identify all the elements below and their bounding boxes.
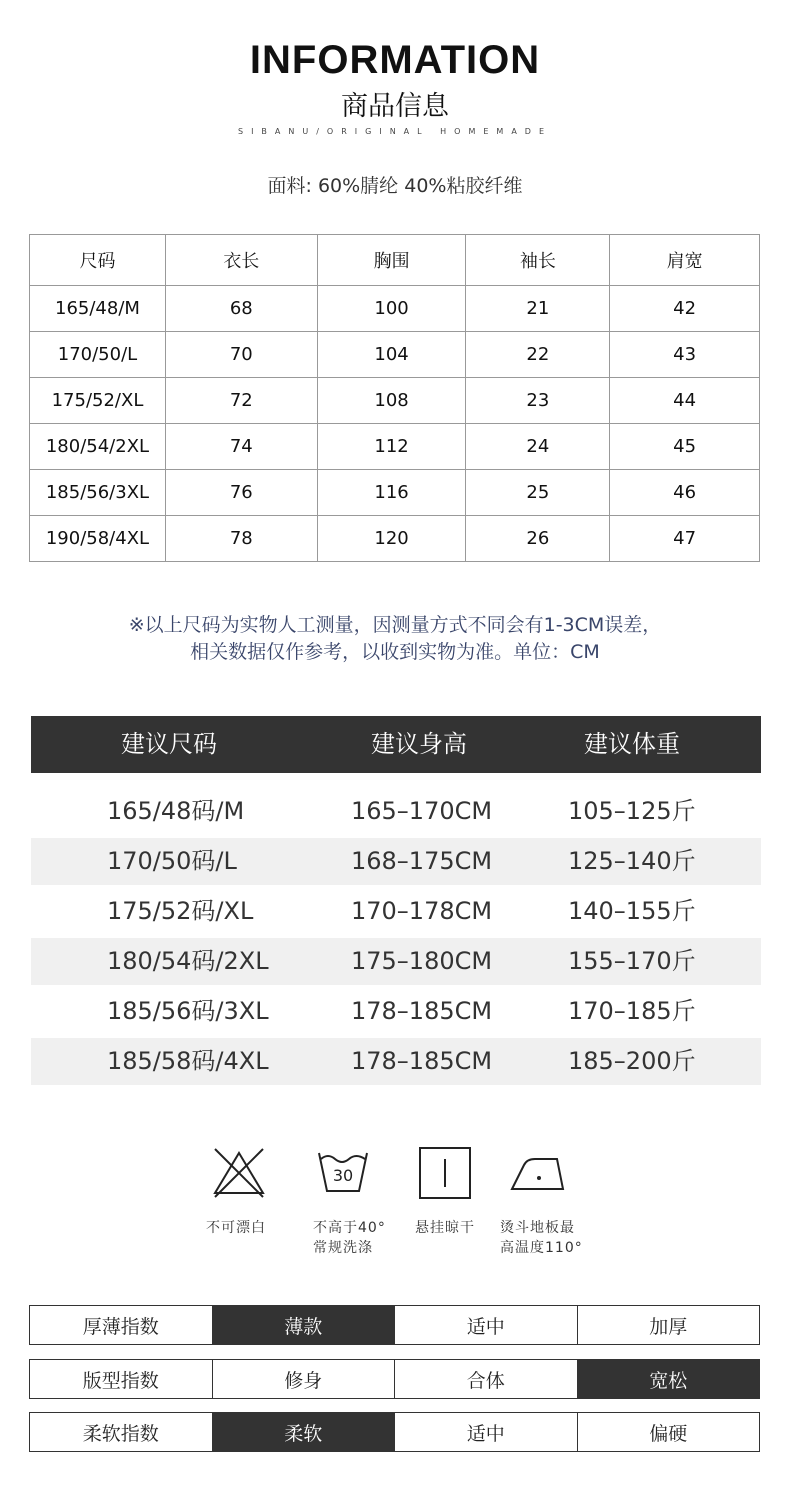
care-label-iron: [500, 1218, 583, 1258]
table-cell: 76: [165, 470, 317, 516]
table-row: [30, 286, 760, 332]
table-row: [30, 470, 760, 516]
wash-temp-label: 30: [332, 1166, 354, 1185]
table-cell: 72: [165, 378, 317, 424]
table-cell: 47: [610, 516, 760, 562]
table-cell: 185/56码/3XL: [107, 997, 269, 1025]
table-row: [31, 838, 761, 885]
table-row: [31, 938, 761, 985]
table-cell: 25: [466, 470, 610, 516]
measurement-note-line2: 相关数据仅作参考，以收到实物为准。单位：CM: [190, 641, 600, 663]
table-cell: 78: [165, 516, 317, 562]
table-cell: 170/50/L: [30, 332, 166, 378]
table-row: [30, 516, 760, 562]
header-cell: 建议身高: [371, 730, 467, 758]
table-cell: 168–175CM: [351, 847, 493, 875]
index-option: 适中: [394, 1413, 577, 1451]
table-cell: 165–170CM: [351, 797, 493, 825]
care-label-line: 不高于40°: [313, 1220, 386, 1236]
header-cell: 胸围: [317, 235, 466, 286]
table-cell: 26: [466, 516, 610, 562]
table-cell: 100: [317, 286, 466, 332]
care-label-line: 不可漂白: [206, 1220, 266, 1236]
wash-30-icon: [315, 1145, 371, 1201]
index-label: 柔软指数: [82, 1422, 159, 1445]
table-cell: 44: [610, 378, 760, 424]
table-row: [30, 378, 760, 424]
table-cell: 21: [466, 286, 610, 332]
table-cell: 185/56/3XL: [30, 470, 166, 516]
index-option: 适中: [394, 1306, 577, 1344]
table-cell: 74: [165, 424, 317, 470]
table-row: [30, 424, 760, 470]
table-cell: 178–185CM: [351, 997, 493, 1025]
index-option-selected: 宽松: [577, 1360, 760, 1398]
table-cell: 22: [466, 332, 610, 378]
hang-dry-icon: [417, 1145, 473, 1201]
table-row: [31, 888, 761, 935]
table-cell: 185–200斤: [568, 1047, 696, 1075]
care-label-line: 常规洗涤: [313, 1240, 373, 1256]
softness-index-row: [29, 1412, 760, 1452]
table-cell: 170–185斤: [568, 997, 696, 1025]
table-cell: 180/54码/2XL: [107, 947, 269, 975]
table-row: [30, 332, 760, 378]
table-cell: 190/58/4XL: [30, 516, 166, 562]
fit-index-row: [29, 1359, 760, 1399]
table-cell: 24: [466, 424, 610, 470]
table-cell: 105–125斤: [568, 797, 696, 825]
index-label: 版型指数: [82, 1369, 159, 1392]
care-label-line: 烫斗地板最: [500, 1220, 575, 1236]
index-option-selected: 薄款: [212, 1306, 395, 1344]
table-cell: 104: [317, 332, 466, 378]
table-cell: 170–178CM: [351, 897, 493, 925]
fabric-composition: 面料: 60%腈纶 40%粘胶纤维: [267, 175, 523, 197]
size-table: [29, 234, 760, 562]
no-bleach-icon: [211, 1145, 267, 1201]
care-label-line: 悬挂晾干: [415, 1220, 475, 1236]
header-cell: 建议尺码: [121, 730, 217, 758]
header-cell: 肩宽: [610, 235, 760, 286]
index-option: 合体: [394, 1360, 577, 1398]
header-cell: 尺码: [30, 235, 166, 286]
page-subtitle: 商品信息: [341, 91, 449, 122]
table-cell: 70: [165, 332, 317, 378]
table-cell: 46: [610, 470, 760, 516]
header-cell: 衣长: [165, 235, 317, 286]
table-cell: 116: [317, 470, 466, 516]
brand-tagline: SIBANU/ORIGINAL HOMEMADE: [237, 127, 553, 136]
care-label-no-bleach: [206, 1218, 266, 1238]
table-cell: 155–170斤: [568, 947, 696, 975]
recommend-header: [31, 716, 761, 773]
table-cell: 180/54/2XL: [30, 424, 166, 470]
table-cell: 175–180CM: [351, 947, 493, 975]
header-cell: 建议体重: [584, 730, 680, 758]
table-cell: 23: [466, 378, 610, 424]
care-label-hang-dry: [415, 1218, 475, 1238]
care-label-line: 高温度110°: [500, 1240, 583, 1256]
table-cell: 125–140斤: [568, 847, 696, 875]
table-cell: 120: [317, 516, 466, 562]
iron-low-icon: [509, 1145, 565, 1201]
table-cell: 175/52码/XL: [107, 897, 254, 925]
table-cell: 140–155斤: [568, 897, 696, 925]
table-cell: 175/52/XL: [30, 378, 166, 424]
care-label-wash: [313, 1218, 386, 1258]
table-cell: 42: [610, 286, 760, 332]
thickness-index-row: [29, 1305, 760, 1345]
index-option-selected: 柔软: [212, 1413, 395, 1451]
table-row: [31, 988, 761, 1035]
table-cell: 165/48/M: [30, 286, 166, 332]
index-label: 厚薄指数: [82, 1315, 159, 1338]
index-option: 修身: [212, 1360, 395, 1398]
page-title: INFORMATION: [249, 38, 541, 82]
table-cell: 178–185CM: [351, 1047, 493, 1075]
table-cell: 112: [317, 424, 466, 470]
table-row: [31, 788, 761, 835]
measurement-note-line1: ※以上尺码为实物人工测量，因测量方式不同会有1-3CM误差，: [128, 614, 662, 636]
table-cell: 68: [165, 286, 317, 332]
header-cell: 袖长: [466, 235, 610, 286]
table-cell: 170/50码/L: [107, 847, 237, 875]
table-cell: 43: [610, 332, 760, 378]
size-table-header: [30, 235, 760, 286]
table-cell: 45: [610, 424, 760, 470]
table-cell: 165/48码/M: [107, 797, 245, 825]
table-row: [31, 1038, 761, 1085]
index-option: 加厚: [577, 1306, 760, 1344]
table-cell: 108: [317, 378, 466, 424]
table-cell: 185/58码/4XL: [107, 1047, 269, 1075]
index-option: 偏硬: [577, 1413, 760, 1451]
